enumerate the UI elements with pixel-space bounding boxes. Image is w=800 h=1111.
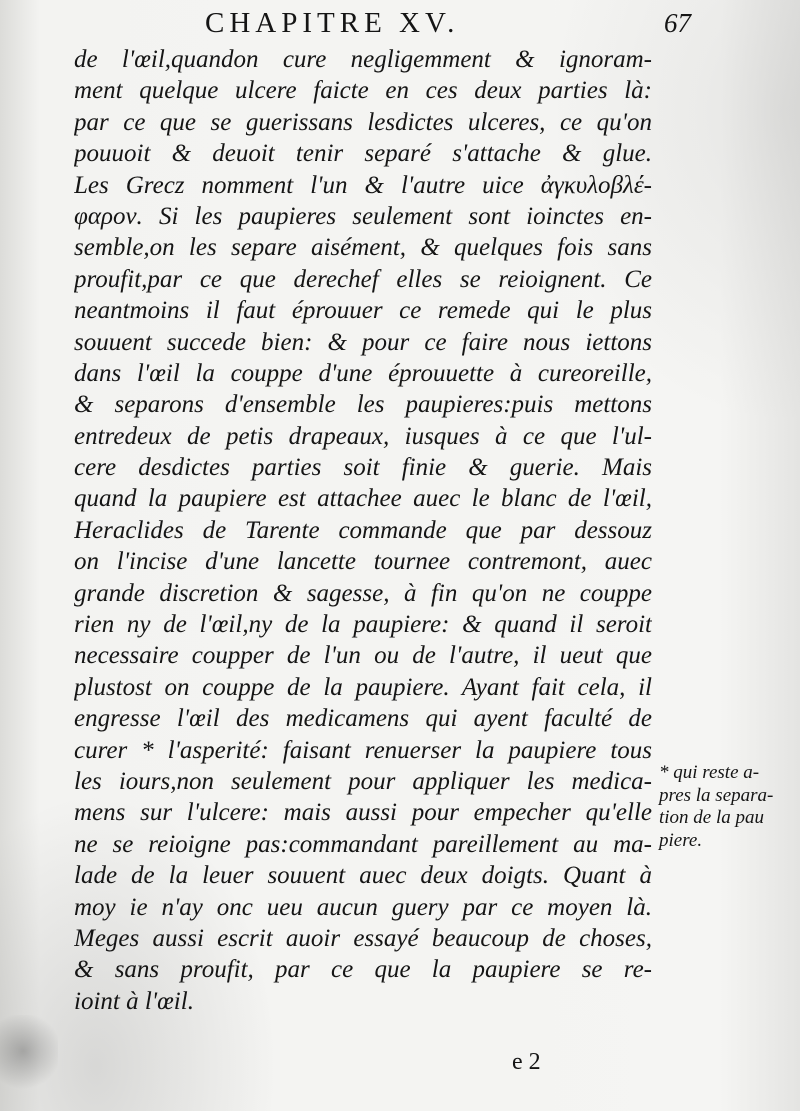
text-line: dans l'œil la couppe d'une éprouuette à cureoreille,	[74, 359, 652, 387]
signature-mark: e 2	[512, 1049, 541, 1075]
text-line: & separons d'ensemble les paupieres:puis mettons	[74, 391, 652, 419]
text-line: neantmoins il faut éprouuer ce remede qui le plus	[74, 297, 652, 325]
text-line: moy ie n'ay onc ueu aucun guery par ce moyen là.	[74, 893, 652, 921]
running-head: CHAPITRE XV.	[205, 7, 460, 39]
text-line: lade de la leuer souuent auec deux doigts. Quant à	[74, 862, 652, 890]
text-line: par ce que se guerissans lesdictes ulceres, ce qu'on	[74, 108, 652, 136]
margin-note-line: piere.	[659, 829, 703, 851]
text-line: φαρον. Si les paupieres seulement sont ioinctes en-	[74, 202, 652, 230]
margin-note	[659, 762, 795, 852]
text-line: proufit,par ce que derechef elles se reioignent. Ce	[74, 265, 652, 293]
text-line: souuent succede bien: & pour ce faire nous iettons	[74, 328, 652, 356]
margin-note-line: tion de la pau	[659, 807, 765, 828]
text-line: on l'incise d'une lancette tournee contremont, auec	[74, 548, 652, 576]
text-line: plustost on couppe de la paupiere. Ayant fait cela, il	[74, 673, 652, 701]
text-line: Meges aussi escrit auoir essayé beaucoup de choses,	[74, 924, 652, 952]
text-line: semble,on les separe aisément, & quelques fois sans	[74, 234, 652, 262]
text-line: Heraclides de Tarente commande que par dessouz	[74, 516, 652, 544]
text-line: ioint à l'œil.	[74, 987, 194, 1015]
page-number: 67	[664, 8, 691, 38]
paper-stain	[0, 1015, 58, 1095]
text-line: quand la paupiere est attachee auec le blanc de l'œil,	[74, 485, 652, 513]
text-line: grande discretion & sagesse, à fin qu'on ne couppe	[74, 579, 652, 607]
text-line: & sans proufit, par ce que la paupiere se re-	[74, 956, 652, 984]
text-line: curer * l'asperité: faisant renuerser la paupiere tous	[74, 736, 652, 764]
text-line: pouuoit & deuoit tenir separé s'attache & glue.	[74, 140, 652, 168]
text-line: entredeux de petis drapeaux, iusques à ce que l'ul-	[74, 422, 652, 450]
text-line: de l'œil,quandon cure negligemment & ignoram-	[74, 46, 652, 73]
text-line: necessaire coupper de l'un ou de l'autre, il ueut que	[74, 642, 652, 670]
text-line: ne se reioigne pas:commandant pareillement au ma-	[74, 830, 652, 858]
body-text	[74, 44, 652, 1017]
text-line: les iours,non seulement pour appliquer les medica-	[74, 767, 652, 795]
margin-note-line: * qui reste a-	[659, 762, 760, 783]
text-line: cere desdictes parties soit finie & guerie. Mais	[74, 454, 652, 482]
text-line: Les Grecz nomment l'un & l'autre uice ἀγκυλοβλέ-	[74, 171, 652, 199]
text-line: mens sur l'ulcere: mais aussi pour empecher qu'elle	[74, 799, 652, 827]
text-line: ment quelque ulcere faicte en ces deux parties là:	[74, 77, 652, 105]
text-line: rien ny de l'œil,ny de la paupiere: & quand il seroit	[74, 611, 652, 639]
margin-note-line: pres la separa-	[659, 784, 774, 806]
text-line: engresse l'œil des medicamens qui ayent faculté de	[74, 705, 652, 733]
